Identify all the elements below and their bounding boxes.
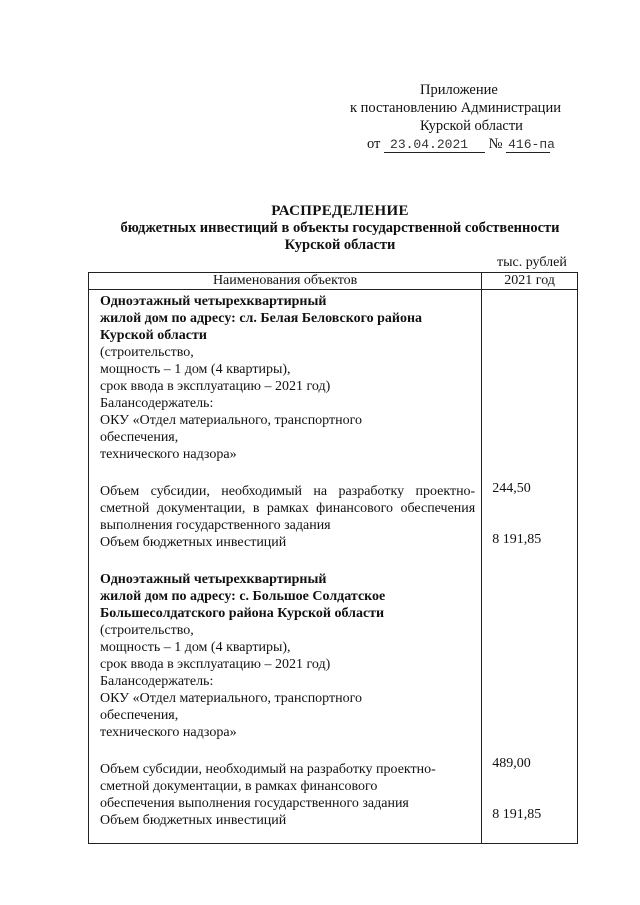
investment-label: Объем бюджетных инвестиций [100, 535, 287, 550]
distribution-table [88, 272, 578, 844]
object-detail-line: Балансодержатель: [100, 396, 214, 411]
object-detail-line: (строительство, [100, 345, 194, 360]
document-title [90, 203, 590, 254]
title-subtitle: бюджетных инвестиций в объекты государственной собственности [120, 220, 560, 236]
date-value: 23.04.2021 [390, 137, 469, 152]
object-detail-line: ОКУ «Отдел материального, транспортного [100, 413, 363, 428]
object-detail-line: срок ввода в эксплуатацию – 2021 год) [100, 379, 331, 394]
object-name-cell [89, 290, 482, 844]
title-subtitle: Курской области [284, 237, 396, 253]
date-prefix: от [367, 136, 381, 152]
object-title-line: Большесолдатского района Курской области [100, 606, 385, 621]
appendix-line: Курской области [420, 118, 523, 134]
subsidy-label-line: Объем субсидии, необходимый на разработку проектно- [100, 762, 436, 777]
subsidy-label: Объем субсидии, необходимый на разработку проектно-сметной документации, в рамках финансового обеспечения выполнения государственного задания [100, 484, 476, 533]
investment-value: 8 191,85 [492, 532, 542, 547]
object-detail-line: технического надзора» [100, 725, 237, 740]
object-detail-line: ОКУ «Отдел материального, транспортного [100, 691, 363, 706]
appendix-line: к постановлению Администрации [350, 100, 561, 116]
object-detail-line: срок ввода в эксплуатацию – 2021 год) [100, 657, 331, 672]
object-detail-line: мощность – 1 дом (4 квартиры), [100, 640, 291, 655]
object-title-line: Курской области [100, 328, 207, 343]
object-detail-line: Балансодержатель: [100, 674, 214, 689]
subsidy-label-line: сметной документации, в рамках финансового [100, 779, 378, 794]
number-prefix: № [488, 136, 503, 152]
subsidy-value: 489,00 [492, 756, 531, 771]
object-title-line: Одноэтажный четырехквартирный [100, 294, 327, 309]
table-row [89, 290, 578, 844]
investment-value: 8 191,85 [492, 807, 542, 822]
column-header-objects: Наименования объектов [89, 273, 482, 290]
appendix-date-line [340, 135, 600, 153]
object-detail-line: обеспечения, [100, 430, 179, 445]
subsidy-label-line: обеспечения выполнения государственного задания [100, 796, 409, 811]
object-detail-line: (строительство, [100, 623, 194, 638]
column-header-year: 2021 год [482, 273, 578, 290]
object-title-line: жилой дом по адресу: с. Большое Солдатское [100, 589, 386, 604]
appendix-line: Приложение [420, 82, 498, 98]
object-title-line: жилой дом по адресу: сл. Белая Беловского района [100, 311, 423, 326]
table-header-row [89, 273, 578, 290]
object-title-line: Одноэтажный четырехквартирный [100, 572, 327, 587]
subsidy-value: 244,50 [492, 481, 531, 496]
number-field [506, 137, 555, 153]
title-main: РАСПРЕДЕЛЕНИЕ [271, 203, 409, 219]
date-field [384, 137, 485, 153]
object-detail-line: технического надзора» [100, 447, 237, 462]
investment-label: Объем бюджетных инвестиций [100, 813, 287, 828]
object-detail-line: обеспечения, [100, 708, 179, 723]
units-label: тыс. рублей [497, 255, 567, 270]
appendix-header [340, 81, 600, 153]
object-detail-line: мощность – 1 дом (4 квартиры), [100, 362, 291, 377]
number-value: 416-па [508, 137, 555, 152]
year-value-cell [482, 290, 578, 844]
